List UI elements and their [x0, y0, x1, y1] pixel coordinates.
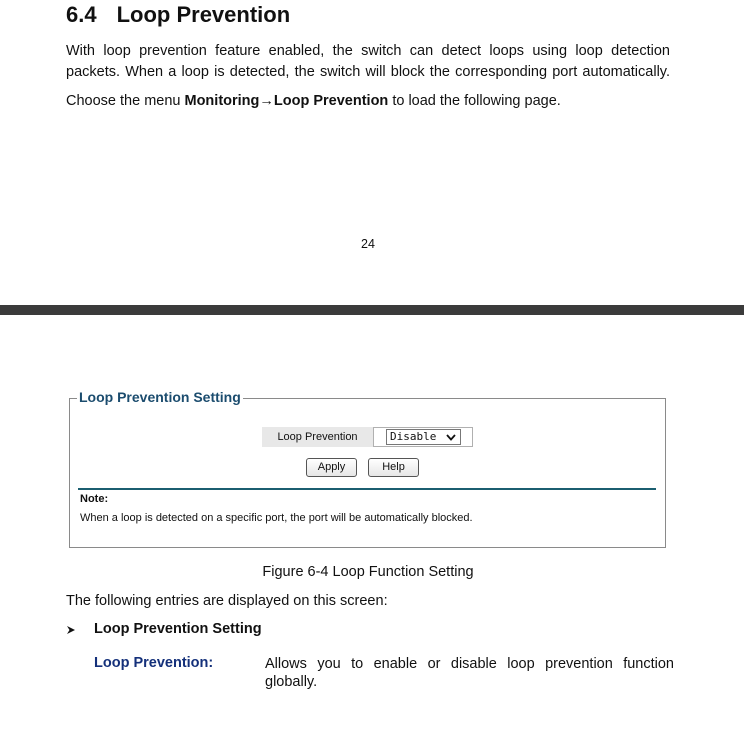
menu-path: Monitoring→Loop Prevention [184, 93, 389, 109]
section-number: 6.4 [66, 2, 97, 27]
menu-suffix: to load the following page. [388, 93, 561, 109]
definition-line-1: Allows you to enable or disable loop prevention function [265, 656, 674, 672]
arrow-bullet-icon [66, 625, 76, 635]
intro-paragraph: With loop prevention feature enabled, the switch can detect loops using loop detection packets. When a loop is detected, the switch will block the corresponding port automatically. [66, 43, 670, 80]
entries-intro: The following entries are displayed on this screen: [66, 593, 388, 609]
section-heading [66, 2, 290, 28]
note-divider [78, 488, 656, 490]
term-definition [265, 655, 674, 691]
section-title: Loop Prevention [116, 2, 291, 27]
term-loop-prevention: Loop Prevention: [94, 655, 214, 671]
group-title: Loop Prevention Setting [94, 621, 262, 637]
loop-prevention-select[interactable] [386, 429, 461, 445]
page-number: 24 [361, 237, 375, 251]
menu-prefix: Choose the menu [66, 93, 185, 109]
menu-instruction [66, 91, 670, 112]
apply-button[interactable]: Apply [306, 458, 357, 477]
chevron-down-icon [445, 431, 457, 443]
definition-line-2: globally. [265, 674, 318, 690]
select-value: Disable [390, 430, 437, 443]
loop-prevention-label: Loop Prevention [262, 427, 374, 447]
panel-title: Loop Prevention Setting [79, 389, 241, 405]
note-text: When a loop is detected on a specific port, the port will be automatically blocked. [80, 512, 473, 524]
figure-caption: Figure 6-4 Loop Function Setting [262, 564, 474, 580]
page-break-bar [0, 305, 744, 315]
help-button[interactable]: Help [368, 458, 419, 477]
note-label: Note: [80, 493, 109, 505]
